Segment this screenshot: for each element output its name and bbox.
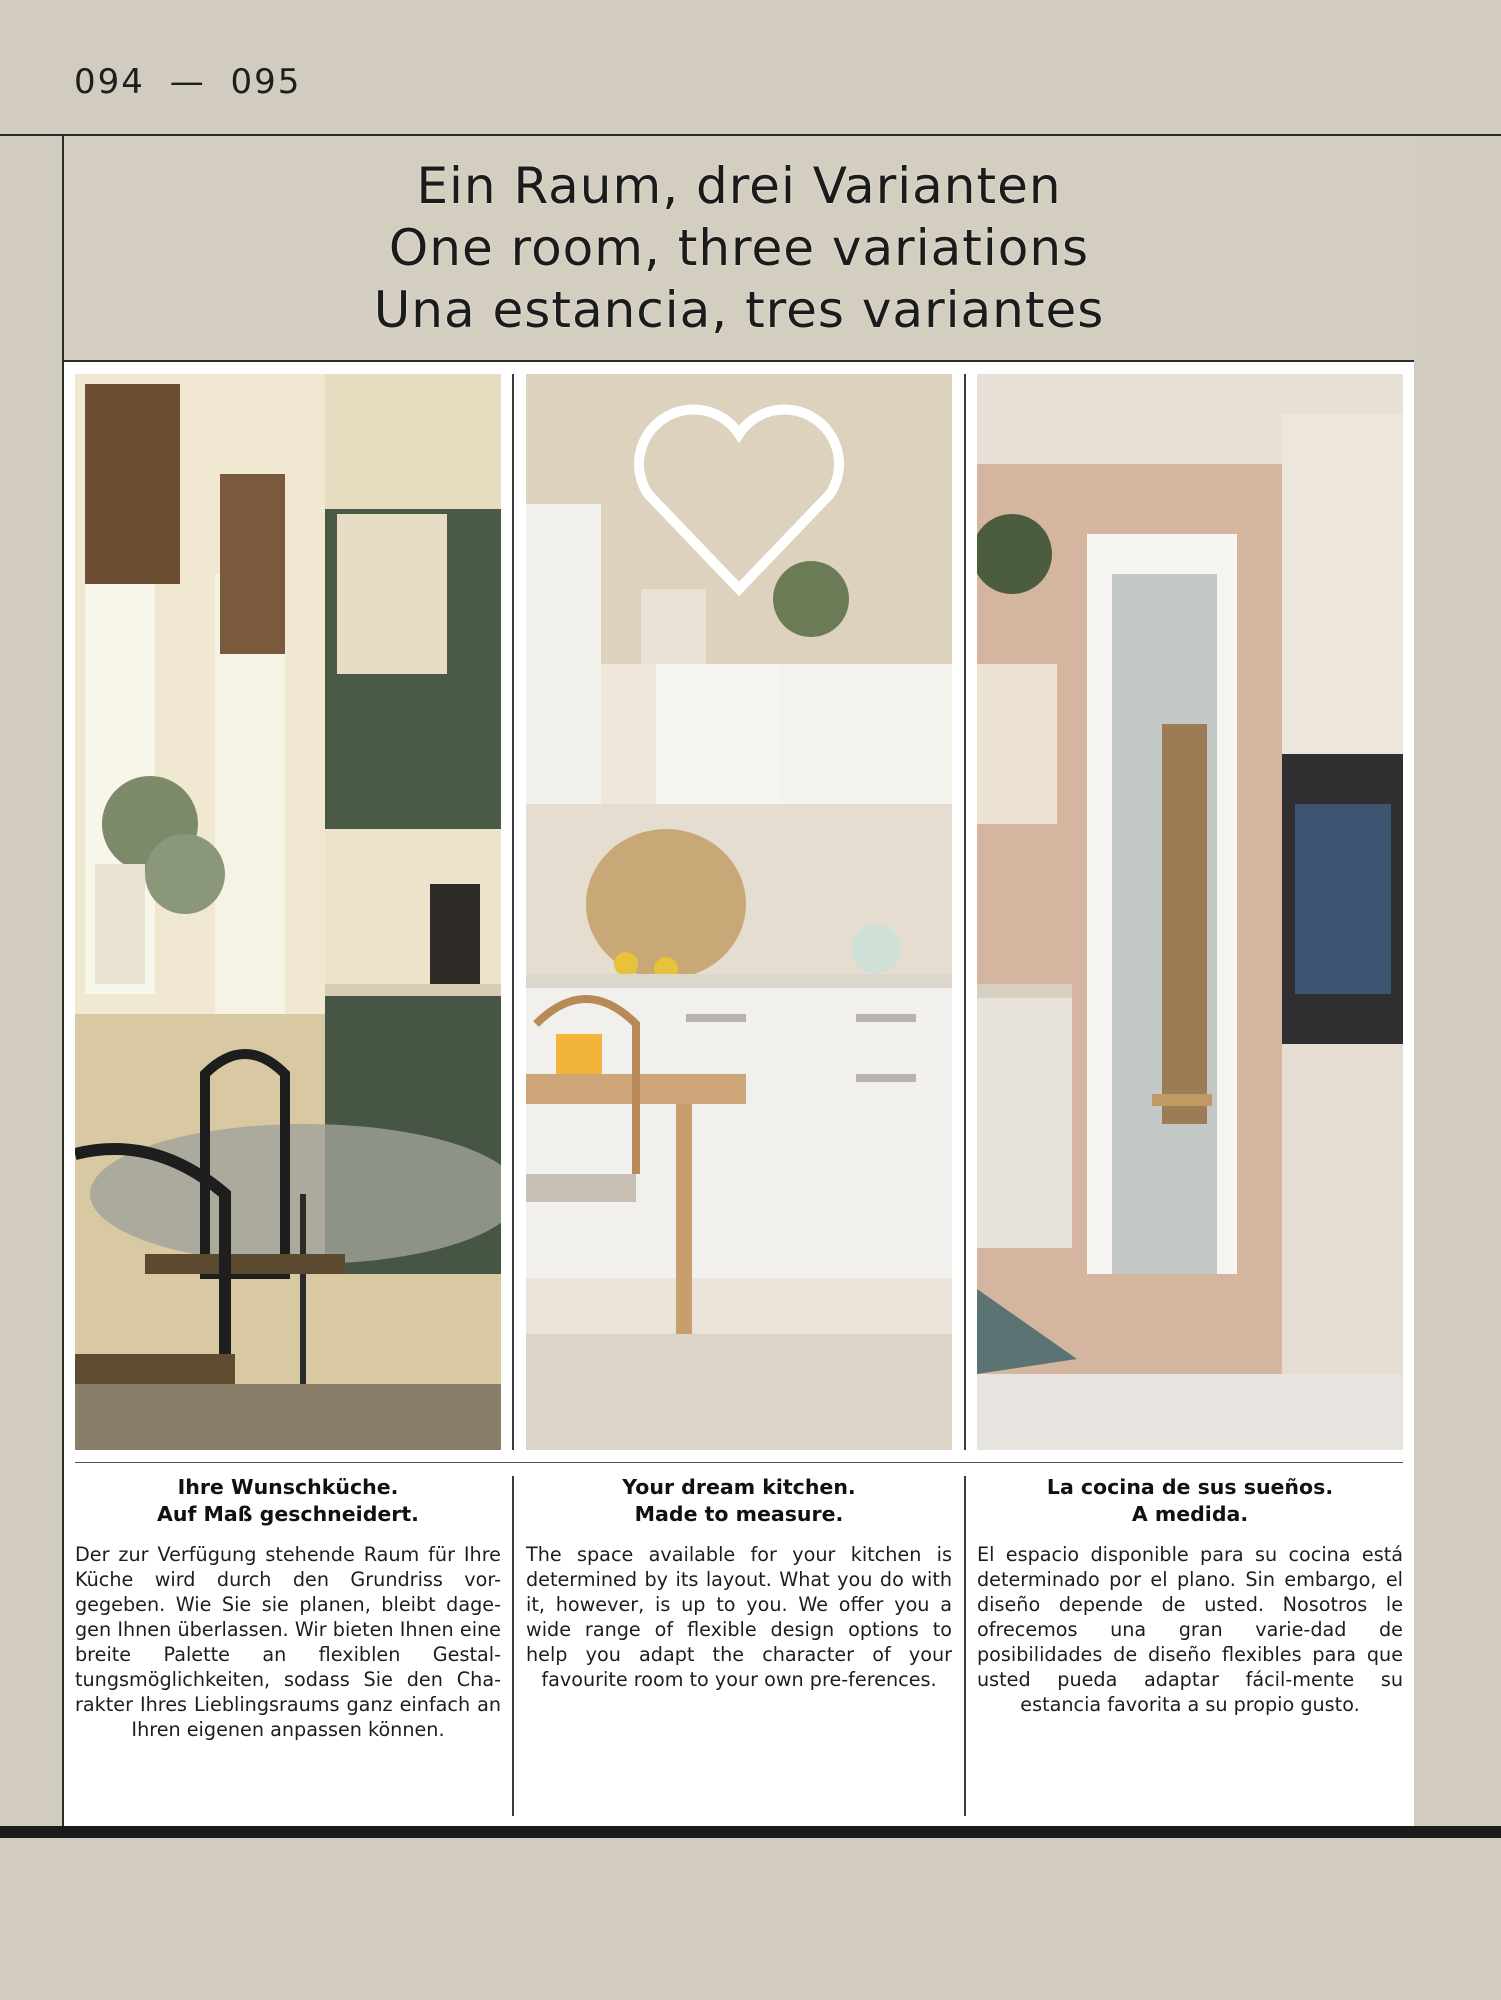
page-number-right: 095 (230, 62, 302, 102)
page-number-separator: — (169, 62, 206, 102)
page-number (74, 62, 301, 102)
horizontal-rule (75, 1462, 1403, 1463)
photo-divider-1 (512, 374, 514, 1450)
heading-german-line-2: Auf Maß geschneidert. (157, 1502, 419, 1526)
text-column-spanish (977, 1474, 1403, 1717)
body-english: The space available for your kitchen is determined by its layout. What you do with it, however, is up to you. We offer you a wide range of flexible design options to help you adapt the character of your favourite room to your own pre-ferences. (526, 1543, 952, 1691)
content-panel (64, 362, 1414, 1826)
body-german: Der zur Verfügung stehende Raum für Ihre Küche wird durch den Grundriss vor-gegeben. Wie Sie sie planen, bleibt dage-gen Ihnen überlassen. Wir bieten Ihnen eine breite Palette an flexiblen Gestal-tungsmöglichkeiten, sodass Sie den Cha-rakter Ihres Lieblingsraums ganz einfach an Ihren eigenen anpassen können. (75, 1543, 501, 1741)
title-german: Ein Raum, drei Varianten (416, 157, 1062, 215)
heading-spanish (977, 1474, 1403, 1528)
heading-german-line-1: Ihre Wunschküche. (177, 1475, 399, 1499)
bottom-bar (0, 1826, 1501, 1838)
green-kitchen-photo (75, 374, 501, 1450)
heading-spanish-line-2: A medida. (1131, 1502, 1249, 1526)
body-spanish: El espacio disponible para su cocina está determinado por el plano. Sin embargo, el diseño depende de usted. Nosotros le ofrecemos una gran varie-dad de posibilidades de diseño flexibles para que usted pueda adaptar fácil-mente su estancia favorita a su propio gusto. (977, 1543, 1403, 1716)
heading-english-line-2: Made to measure. (634, 1502, 844, 1526)
page-number-left: 094 (74, 62, 145, 102)
title-spanish: Una estancia, tres variantes (373, 281, 1105, 339)
text-column-english (526, 1474, 952, 1692)
text-divider-2 (964, 1476, 966, 1816)
wood-kitchen-photo (977, 374, 1403, 1450)
heading-english (526, 1474, 952, 1528)
text-column-german (75, 1474, 501, 1742)
text-divider-1 (512, 1476, 514, 1816)
heading-english-line-1: Your dream kitchen. (622, 1475, 856, 1499)
heading-german (75, 1474, 501, 1528)
photo-divider-2 (964, 374, 966, 1450)
heading-spanish-line-1: La cocina de sus sueños. (1046, 1475, 1334, 1499)
title-band (64, 136, 1414, 362)
title-english: One room, three variations (388, 219, 1090, 277)
white-kitchen-photo (526, 374, 952, 1450)
